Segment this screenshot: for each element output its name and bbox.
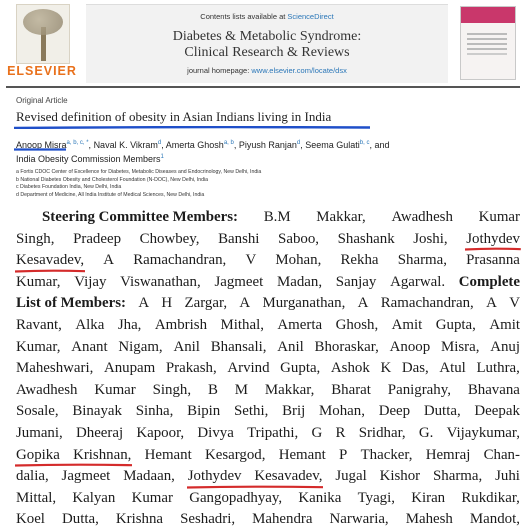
word: Nigam, xyxy=(118,338,163,355)
author-affiliation-marker[interactable]: d xyxy=(296,140,301,146)
word: M xyxy=(234,381,249,398)
elsevier-tree-icon xyxy=(16,4,70,64)
member-list-text xyxy=(16,207,520,531)
word: K xyxy=(380,360,392,377)
homepage-prefix: journal homepage: xyxy=(187,66,252,75)
word: Mohan, xyxy=(275,252,322,269)
author-name[interactable]: Naval K. Vikram xyxy=(93,140,158,150)
word: Jha, xyxy=(117,316,142,333)
word: A xyxy=(357,295,369,312)
word: Amit xyxy=(391,316,423,333)
word: Banshi xyxy=(218,230,260,247)
word: Amit xyxy=(489,316,520,333)
author-underline-annotation xyxy=(14,148,66,151)
word: V xyxy=(509,295,520,312)
word: Chowbey, xyxy=(139,230,200,247)
word: Mithal, xyxy=(220,316,264,333)
word: Deep xyxy=(378,403,411,420)
author-name[interactable]: Anoop Misra xyxy=(16,140,67,150)
word: H xyxy=(161,295,173,312)
word: Arvind xyxy=(227,360,270,377)
word: Mittal, xyxy=(16,489,57,506)
word: Pradeep xyxy=(73,230,122,247)
word: G. xyxy=(418,424,434,441)
word: Kalyan xyxy=(72,489,116,506)
word: Seshadri, xyxy=(180,511,236,528)
word: Jothydev xyxy=(466,230,520,247)
author-affiliation-marker[interactable]: d xyxy=(157,140,162,146)
word: Singh, xyxy=(152,381,192,398)
word: Dutta, xyxy=(62,511,99,528)
word: A xyxy=(103,252,115,269)
word: Kapoor, xyxy=(136,424,185,441)
word: Kumar xyxy=(94,381,136,398)
author-list: Anoop Misra$^{a, b, c, *}$, Naval K. Vikram$^d$, Amerta Ghosh$^{a, b}$, Piyush Ranjan$^d$, Seema Gulati$^{b, c}$, and India Obesity Commission Members$^1$ xyxy=(16,140,390,164)
word: Koel xyxy=(16,511,45,528)
word: Krishnan, xyxy=(73,446,132,463)
name-highlight-underline xyxy=(15,269,85,273)
text-line xyxy=(16,272,520,294)
word: Atul xyxy=(439,360,466,377)
word: Jothydev xyxy=(187,468,242,485)
word: R xyxy=(335,424,346,441)
word: Jagmeet xyxy=(61,468,111,485)
word: Kesargod, xyxy=(204,446,266,463)
word: Prasanna xyxy=(466,252,520,269)
text-line xyxy=(16,229,520,251)
word: Anil xyxy=(277,338,304,355)
word: Dutta, xyxy=(423,403,461,420)
word: Gangopadhyay, xyxy=(189,489,283,506)
word: Awadhesh xyxy=(391,209,453,225)
word: Jumani, xyxy=(16,424,63,441)
name-highlight-underline xyxy=(465,247,521,251)
word: Kumar, xyxy=(16,338,61,355)
word: B xyxy=(207,381,218,398)
word: Anoop xyxy=(389,338,431,355)
word: Complete xyxy=(458,273,520,290)
word: P xyxy=(339,446,348,463)
word: Makkar, xyxy=(264,381,315,398)
word: Tyagi, xyxy=(357,489,395,506)
word: Hemant xyxy=(278,446,326,463)
author-affiliation-marker[interactable]: a, b, c, * xyxy=(66,140,89,146)
text-line xyxy=(16,337,520,359)
word: Narwaria, xyxy=(329,511,389,528)
word: Jagmeet xyxy=(214,273,264,290)
word: Bhansali, xyxy=(210,338,267,355)
header-divider xyxy=(6,86,520,88)
word: Bipin xyxy=(187,403,221,420)
word: Hemraj xyxy=(425,446,471,463)
word: Ambrish xyxy=(154,316,208,333)
word: Kumar xyxy=(478,209,520,225)
homepage-line xyxy=(86,66,448,75)
word: Ravant, xyxy=(16,316,62,333)
word: Mahendra xyxy=(252,511,313,528)
word: Anuj xyxy=(490,338,520,355)
word: Kesavadev, xyxy=(16,252,85,269)
word: Rekha xyxy=(340,252,379,269)
word: Chan- xyxy=(483,446,520,463)
word: Awadhesh xyxy=(16,381,78,398)
word: Makkar, xyxy=(316,209,366,225)
word: Divya xyxy=(197,424,234,441)
word: Maheshwari, xyxy=(16,360,94,377)
contents-line xyxy=(86,12,448,21)
word: Krishna xyxy=(115,511,164,528)
word: Hemant xyxy=(144,446,192,463)
article-title[interactable]: Revised definition of obesity in Asian Indians living in India xyxy=(16,109,332,124)
journal-title[interactable] xyxy=(86,29,448,61)
elsevier-logo[interactable] xyxy=(6,4,78,82)
journal-title-line-1: Diabetes & Metabolic Syndrome: xyxy=(172,29,362,44)
text-line xyxy=(16,401,520,423)
word: Misra, xyxy=(440,338,480,355)
word: Bharat xyxy=(331,381,371,398)
word: Sinha, xyxy=(135,403,174,420)
text-line xyxy=(16,250,520,272)
word: Bhoraskar, xyxy=(314,338,379,355)
text-line xyxy=(16,315,520,337)
word: Sosale, xyxy=(16,403,59,420)
word: Bhavana xyxy=(467,381,520,398)
word: Saboo, xyxy=(278,230,319,247)
word: Viswanathan, xyxy=(120,273,201,290)
word: Sanjay xyxy=(335,273,377,290)
word: Thacker, xyxy=(360,446,413,463)
publisher-name: ELSEVIER xyxy=(7,64,77,78)
word: V xyxy=(245,252,257,269)
word: Madan, xyxy=(276,273,323,290)
word: Gupta, xyxy=(280,360,321,377)
word: Ramachandran, xyxy=(380,295,474,312)
word: Kesavadev, xyxy=(254,468,323,485)
author-name[interactable]: Seema Gulati xyxy=(305,140,360,150)
word: Kanika xyxy=(298,489,342,506)
affiliation-list xyxy=(16,169,496,199)
word: G xyxy=(311,424,323,441)
word: Tripathi, xyxy=(247,424,299,441)
word: Kumar xyxy=(131,489,173,506)
word: B.M xyxy=(263,209,291,225)
word: Panigrahy, xyxy=(387,381,451,398)
author-affiliation-marker[interactable]: b, c xyxy=(359,140,370,146)
word: Vijaykumar, xyxy=(446,424,520,441)
homepage-link[interactable]: www.elsevier.com/locate/dsx xyxy=(251,66,347,75)
author-affiliation-marker[interactable]: a, b xyxy=(223,140,234,146)
journal-header xyxy=(86,4,448,83)
word: Das, xyxy=(401,360,429,377)
word: Gupta, xyxy=(435,316,476,333)
word: Mahesh xyxy=(405,511,453,528)
word: Madaan, xyxy=(123,468,175,485)
word: Joshi, xyxy=(413,230,448,247)
contents-prefix: Contents lists available at xyxy=(200,12,288,21)
author-name[interactable]: Amerta Ghosh xyxy=(165,140,224,150)
word: Anant xyxy=(71,338,108,355)
word: Binayak xyxy=(72,403,122,420)
author-name[interactable]: India Obesity Commission Members xyxy=(16,154,161,164)
word: Vijay xyxy=(74,273,107,290)
word: Anupam xyxy=(103,360,156,377)
word: Kishor xyxy=(379,468,421,485)
word: Dheeraj xyxy=(76,424,124,441)
word: Sridhar, xyxy=(358,424,406,441)
word: Anil xyxy=(173,338,200,355)
word: Kiran xyxy=(411,489,446,506)
text-line xyxy=(16,207,520,229)
word: A xyxy=(486,295,497,312)
author-affiliation-marker[interactable]: 1 xyxy=(160,154,164,160)
word: Sethi, xyxy=(234,403,269,420)
affiliation-item: d Department of Medicine, All India Institute of Medical Sciences, New Delhi, India xyxy=(16,191,205,198)
word: Jugal xyxy=(335,468,367,485)
sciencedirect-link[interactable]: ScienceDirect xyxy=(287,12,334,21)
word: Rukdikar, xyxy=(461,489,520,506)
journal-cover-thumbnail[interactable] xyxy=(460,6,516,80)
word: Gopika xyxy=(16,446,60,463)
word: List of Members: xyxy=(16,295,126,312)
affiliation-item: b National Diabetes Obesity and Cholesterol Foundation (N-DOC), New Delhi, India xyxy=(16,176,209,183)
word: Luthra, xyxy=(476,360,520,377)
word: Amerta xyxy=(277,316,323,333)
author-conjunction: , and xyxy=(369,140,390,150)
word: Agarwal. xyxy=(390,273,446,290)
word: Singh, xyxy=(16,230,55,247)
text-line xyxy=(16,509,520,531)
word: A xyxy=(239,295,251,312)
word: A xyxy=(138,295,150,312)
word: Shashank xyxy=(337,230,395,247)
affiliation-item: a Fortis CDOC Center of Excellence for Diabetes, Metabolic Diseases and Endocrinology, New Delhi, India xyxy=(16,169,262,175)
word: Zargar, xyxy=(184,295,228,312)
word: Ghosh, xyxy=(335,316,379,333)
journal-title-line-2: Clinical Research & Reviews xyxy=(184,45,350,60)
word: Ramachandran, xyxy=(133,252,227,269)
word: Prakash, xyxy=(165,360,217,377)
word: Steering Committee Members: xyxy=(42,209,238,225)
word: Sharma, xyxy=(397,252,447,269)
word: Alka xyxy=(75,316,105,333)
text-line xyxy=(16,423,520,445)
name-highlight-underline xyxy=(15,463,132,467)
word: Murganathan, xyxy=(262,295,346,312)
word: Juhi xyxy=(495,468,520,485)
article-type: Original Article xyxy=(16,96,68,105)
word: dalia, xyxy=(16,468,49,485)
word: Brij xyxy=(282,403,306,420)
author-name[interactable]: Piyush Ranjan xyxy=(238,140,297,150)
text-line xyxy=(16,358,520,380)
affiliation-item: c Diabetes Foundation India, New Delhi, India xyxy=(16,184,122,191)
title-underline-annotation xyxy=(14,126,370,129)
text-line xyxy=(16,380,520,402)
word: Ashok xyxy=(330,360,370,377)
text-line xyxy=(16,293,520,315)
word: Kumar, xyxy=(16,273,61,290)
word: Sharma, xyxy=(433,468,483,485)
text-line xyxy=(16,488,520,510)
name-highlight-underline xyxy=(187,485,324,489)
word: Deepak xyxy=(474,403,520,420)
word: Mohan, xyxy=(319,403,365,420)
word: Mandot, xyxy=(469,511,520,528)
